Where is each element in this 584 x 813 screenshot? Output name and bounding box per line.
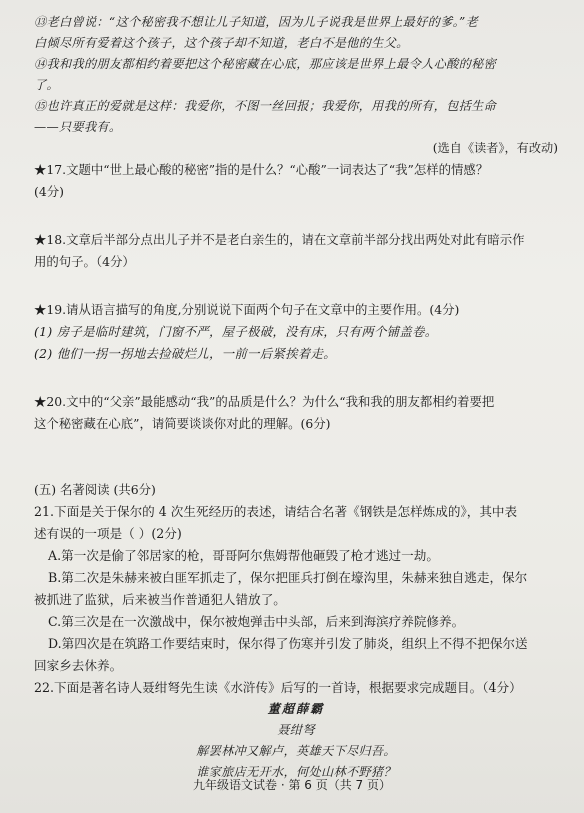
option-d-line1: D.第四次是在筑路工作要结束时，保尔得了伤寒并引发了肺炎，组织上不得不把保尔送 (48, 636, 528, 651)
question-18-line1: ★18.文章后半部分点出儿子并不是老白亲生的，请在文章前半部分找出两处对此有暗示作 (34, 232, 525, 247)
question-17-line1: ★17.文题中“世上最心酸的秘密”指的是什么？“心酸”一词表达了“我”怎样的情感？ (34, 162, 489, 177)
passage-para-15-line1: ⑮也许真正的爱就是这样：我爱你，不图一丝回报；我爱你，用我的所有，包括生命 (34, 99, 497, 113)
question-20-line1: ★20.文中的“父亲”最能感动“我”的品质是什么？为什么“我和我的朋友都相约着要把 (34, 394, 495, 409)
passage-para-14-line2: 了。 (34, 78, 59, 92)
passage-source: (选自《读者》，有改动) (432, 141, 558, 155)
question-22-line1: 22.下面是著名诗人聂绀弩先生读《水浒传》后写的一首诗，根据要求完成题目。（4分） (34, 680, 522, 695)
question-19-sentence1: (1) 房子是临时建筑，门窗不严，屋子极破，没有床，只有两个铺盖卷。 (34, 324, 438, 339)
option-b-line2: 被抓进了监狱，后来被当作普通犯人错放了。 (34, 592, 286, 607)
question-21-line1: 21.下面是关于保尔的 4 次生死经历的表述，请结合名著《钢铁是怎样炼成的》，其中表 (34, 504, 518, 519)
poem-title: 董超薛霸 (267, 702, 325, 716)
question-19-sentence2: (2) 他们一拐一拐地去捡破烂儿，一前一后紧挨着走。 (34, 346, 336, 361)
option-b-line1: B.第二次是朱赫来被白匪军抓走了，保尔把匪兵打倒在壕沟里，朱赫来独自逃走，保尔 (48, 570, 528, 585)
poem-line1: 解罢林冲又解卢，英雄天下尽归吾。 (196, 744, 396, 758)
question-20-line2: 这个秘密藏在心底”，请简要谈谈你对此的理解。(6分) (34, 416, 331, 431)
poem-author: 聂绀弩 (277, 723, 315, 737)
passage-para-15-line2: ——只要我有。 (34, 120, 122, 134)
section-5-heading: (五) 名著阅读 (共6分) (34, 482, 156, 497)
question-17-line2: (4分) (34, 184, 64, 199)
option-c: C.第三次是在一次激战中，保尔被炮弹击中头部，后来到海滨疗养院修养。 (48, 614, 465, 629)
passage-para-13-line1: ⑬老白曾说：“这个秘密我不想让儿子知道，因为儿子说我是世界上最好的爹。”老 (34, 15, 479, 29)
poem-line2: 谁家旅店无开水，何处山林不野猪？ (196, 765, 396, 779)
question-19-line1: ★19.请从语言描写的角度,分别说说下面两个句子在文章中的主要作用。(4分) (34, 302, 460, 317)
page-footer: 九年级语文试卷 · 第 6 页（共 7 页） (193, 778, 391, 792)
question-18-line2: 用的句子。（4分） (34, 254, 135, 269)
option-d-line2: 回家乡去休养。 (34, 658, 123, 673)
option-a: A.第一次是偷了邻居家的枪，哥哥阿尔焦姆帮他砸毁了枪才逃过一劫。 (48, 548, 439, 563)
question-21-line2: 述有误的一项是（ ）(2分) (34, 526, 182, 541)
passage-para-14-line1: ⑭我和我的朋友都相约着要把这个秘密藏在心底，那应该是世界上最令人心酸的秘密 (34, 57, 497, 71)
passage-para-13-line2: 白倾尽所有爱着这个孩子，这个孩子却不知道，老白不是他的生父。 (34, 36, 409, 50)
